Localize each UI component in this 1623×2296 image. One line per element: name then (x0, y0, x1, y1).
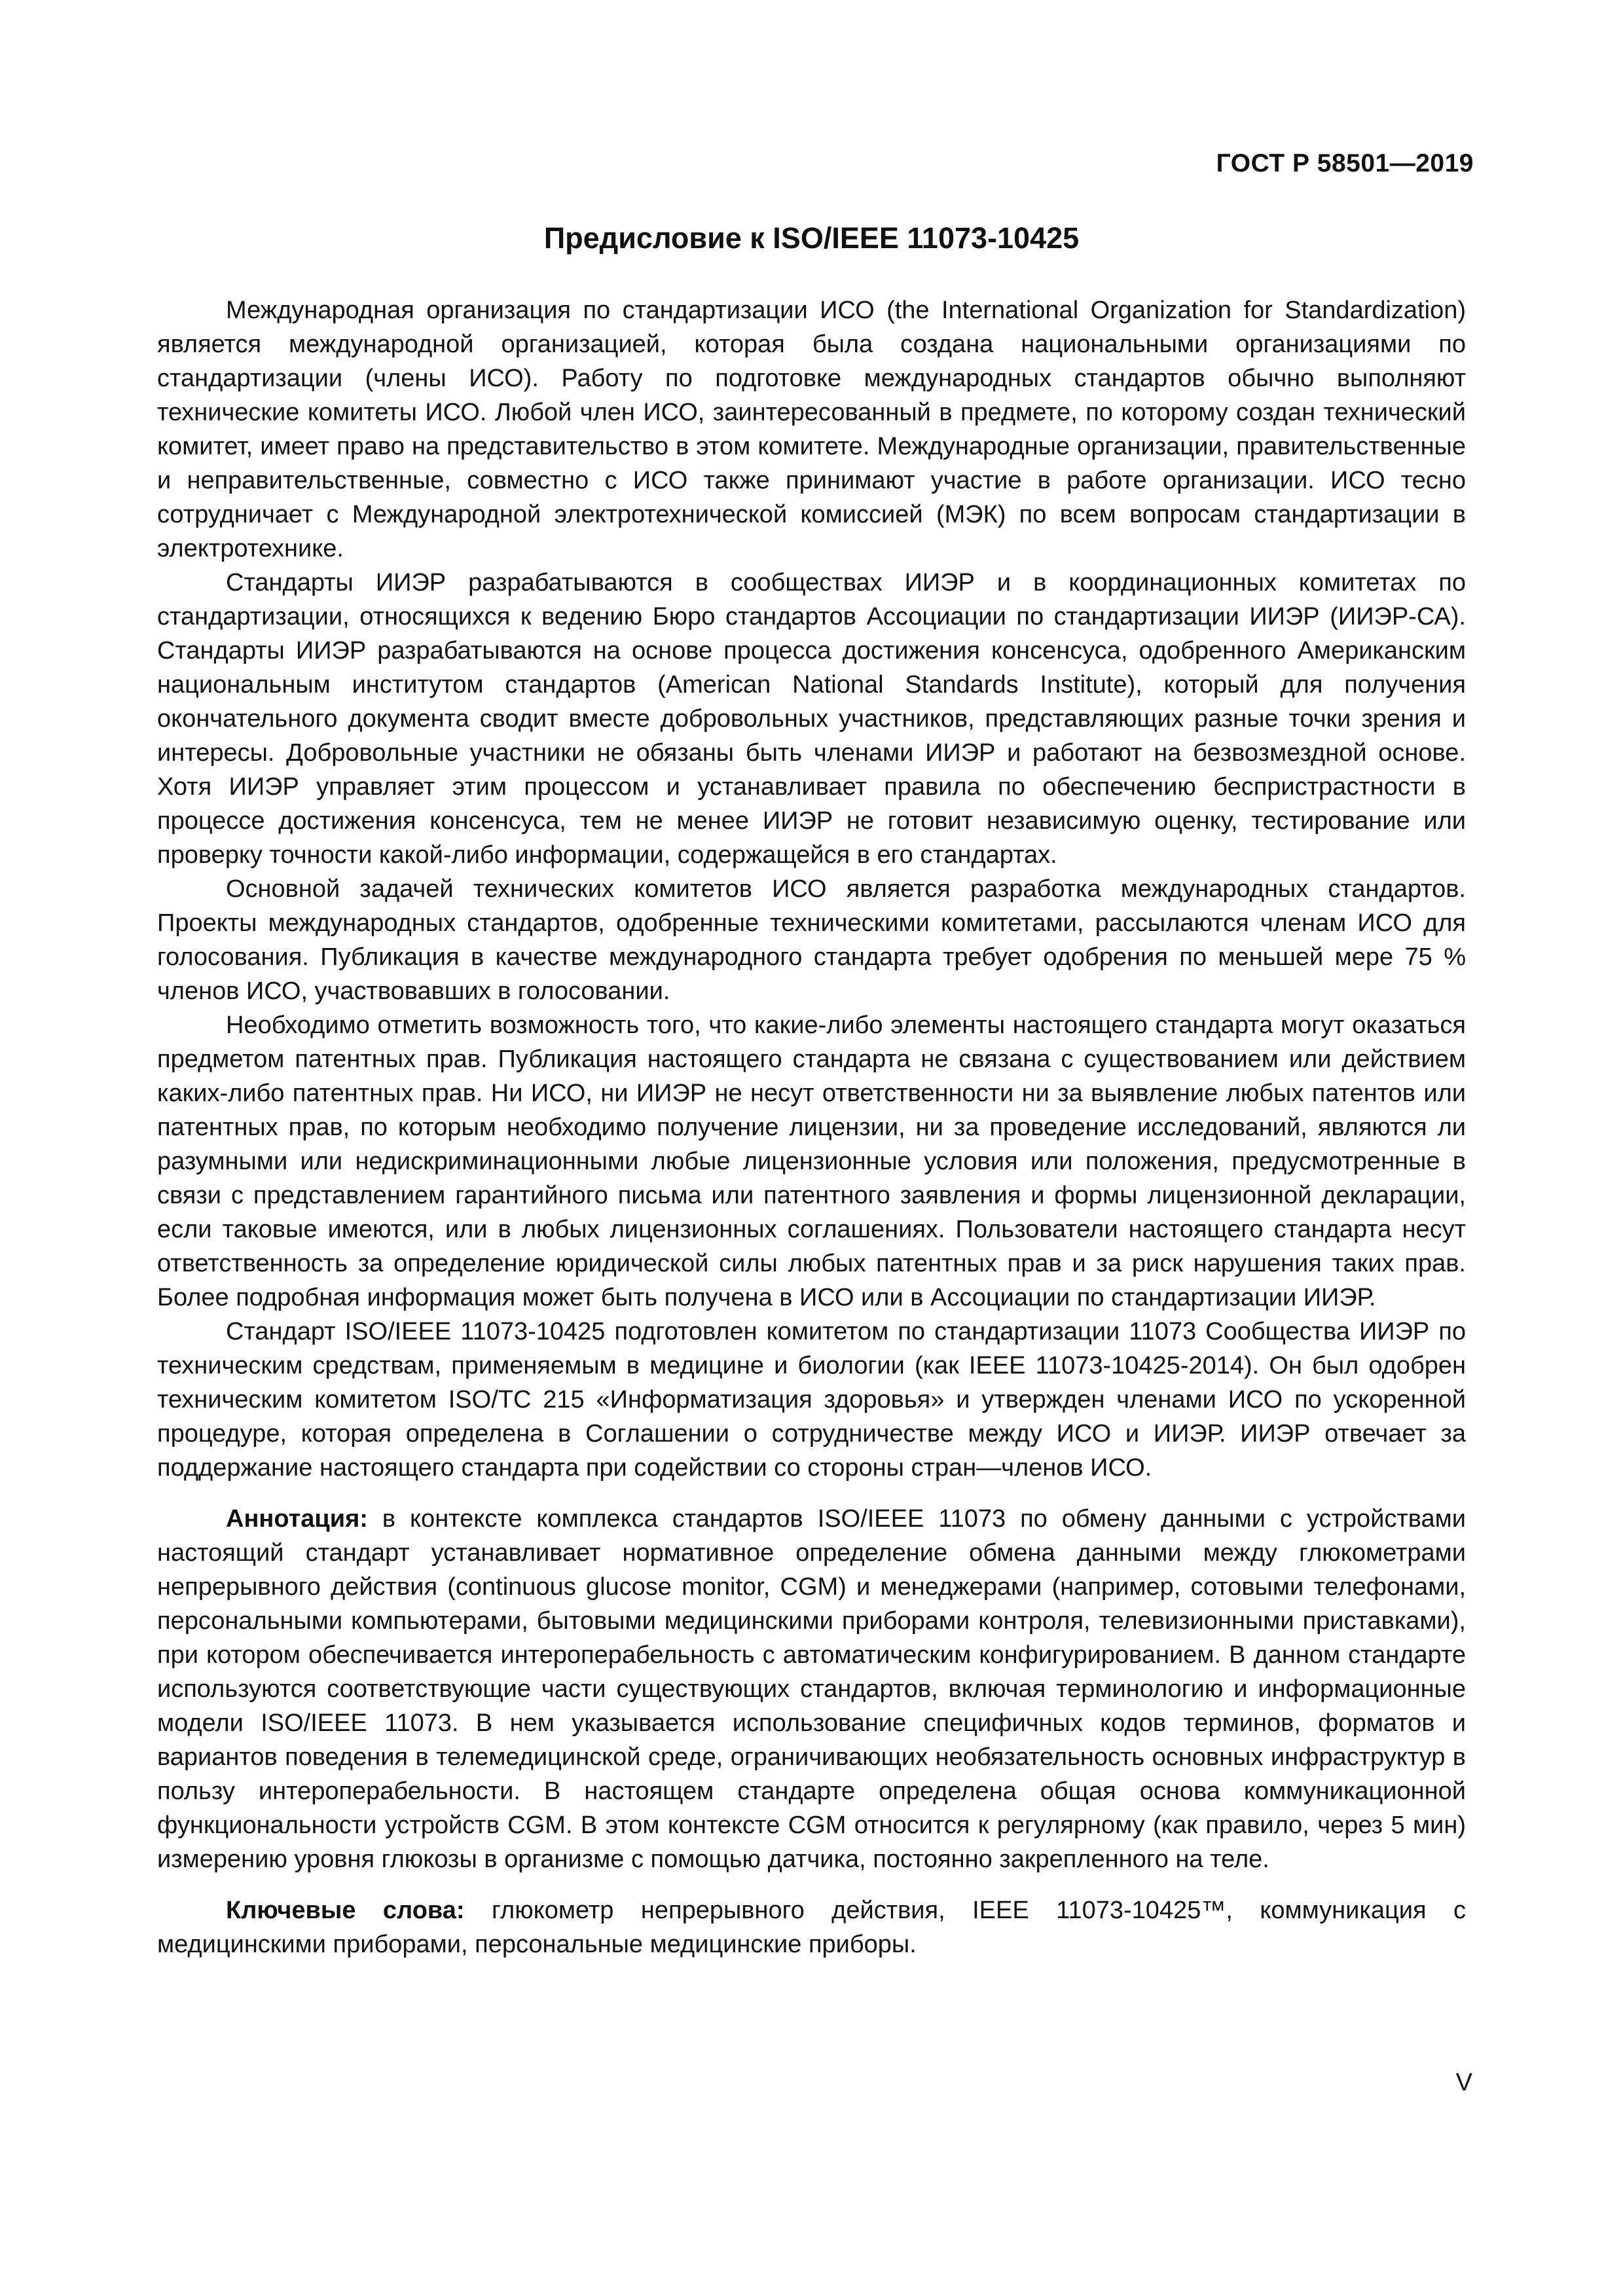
document-body (157, 293, 1466, 1961)
page-number: V (1455, 2069, 1472, 2096)
annotation-text: в контексте комплекса стандартов ISO/IEEE 11073 по обмену данными с устройствами настоящий стандарт устанавливает нормативное определение обмена данными между глюкометрами непрерывного действия (continuous glucose monitor, CGM) и менеджерами (например, сотовыми телефонами, персональными компьютерами, бытовыми медицинскими приборами контроля, телевизионными приставками), при котором обеспечивается интероперабельность с автоматическим конфигурированием. В данном стандарте используются соответствующие части существующих стандартов, включая терминологию и информационные модели ISO/IEEE 11073. В нем указывается использование специфичных кодов терминов, форматов и вариантов поведения в телемедицинской среде, ограничивающих необязательность основных инфраструктур в пользу интероперабельности. В настоящем стандарте определена общая основа коммуникационной функциональности устройств CGM. В этом контексте CGM относится к регулярному (как правило, через 5 мин) измерению уровня глюкозы в организме с помощью датчика, постоянно закрепленного на теле. (157, 1505, 1466, 1873)
paragraph-patent-rights: Необходимо отметить возможность того, что какие-либо элементы настоящего стандарта могут оказаться предметом патентных прав. Публикация настоящего стандарта не связана с существованием или действием каких-либо патентных прав. Ни ИСО, ни ИИЭР не несут ответственности ни за выявление любых патентов или патентных прав, по которым необходимо получение лицензии, ни за проведение исследований, являются ли разумными или недискриминационными любые лицензионные условия или положения, предусмотренные в связи с представлением гарантийного письма или патентного заявления и формы лицензионной декларации, если таковые имеются, или в любых лицензионных соглашениях. Пользователи настоящего стандарта несут ответственность за определение юридической силы любых патентных прав и за риск нарушения таких прав. Более подробная информация может быть получена в ИСО или в Ассоциации по стандартизации ИИЭР. (157, 1011, 1466, 1311)
keywords-text: глюкометр непрерывного действия, IEEE 11073-10425™, коммуникация с медицинскими приборами, персональные медицинские приборы. (157, 1897, 1467, 1958)
keywords-label: Ключевые слова: (226, 1897, 465, 1924)
page-title: Предисловие к ISO/IEEE 11073-10425 (543, 221, 1080, 255)
annotation-paragraph (157, 1502, 1466, 1876)
paragraph-technical-committees: Основной задачей технических комитетов ИСО является разработка международных стандартов. Проекты международных стандартов, одобренные техническими комитетами, рассылаются членам ИСО для голосования. Публикация в качестве международного стандарта требует одобрения по меньшей мере 75 % членов ИСО, участвовавших в голосовании. (157, 875, 1466, 1005)
paragraph-iso-organization: Международная организация по стандартизации ИСО (the International Organization for Standardization) является международной организацией, которая была создана национальными организациями по стандартизации (члены ИСО). Работу по подготовке международных стандартов обычно выполняют технические комитеты ИСО. Любой член ИСО, заинтересованный в предмете, по которому создан технический комитет, имеет право на представительство в этом комитете. Международные организации, правительственные и неправительственные, совместно с ИСО также принимают участие в работе организации. ИСО тесно сотрудничает с Международной электротехнической комиссией (МЭК) по всем вопросам стандартизации в электротехнике. (157, 297, 1466, 562)
document-code: ГОСТ Р 58501—2019 (1216, 149, 1474, 177)
annotation-label: Аннотация: (226, 1505, 368, 1533)
paragraph-standard-preparation: Стандарт ISO/IEEE 11073-10425 подготовлен комитетом по стандартизации 11073 Сообщества ИИЭР по техническим средствам, применяемым в медицине и биологии (как IEEE 11073-10425-2014). Он был одобрен техническим комитетом ISO/TC 215 «Информатизация здоровья» и утвержден членами ИСО по ускоренной процедуре, которая определена в Соглашении о сотрудничестве между ИСО и ИИЭР. ИИЭР отвечает за поддержание настоящего стандарта при содействии со стороны стран—членов ИСО. (157, 1318, 1466, 1482)
paragraph-ieee-standards: Стандарты ИИЭР разрабатываются в сообществах ИИЭР и в координационных комитетах по стандартизации, относящихся к ведению Бюро стандартов Ассоциации по стандартизации ИИЭР (ИИЭР-СА). Стандарты ИИЭР разрабатываются на основе процесса достижения консенсуса, одобренного Американским национальным институтом стандартов (American National Standards Institute), который для получения окончательного документа сводит вместе добровольных участников, представляющих разные точки зрения и интересы. Добровольные участники не обязаны быть членами ИИЭР и работают на безвозмездной основе. Хотя ИИЭР управляет этим процессом и устанавливает правила по обеспечению беспристрастности в процессе достижения консенсуса, тем не менее ИИЭР не готовит независимую оценку, тестирование или проверку точности какой-либо информации, содержащейся в его стандартах. (157, 569, 1466, 869)
keywords-paragraph (157, 1893, 1466, 1961)
